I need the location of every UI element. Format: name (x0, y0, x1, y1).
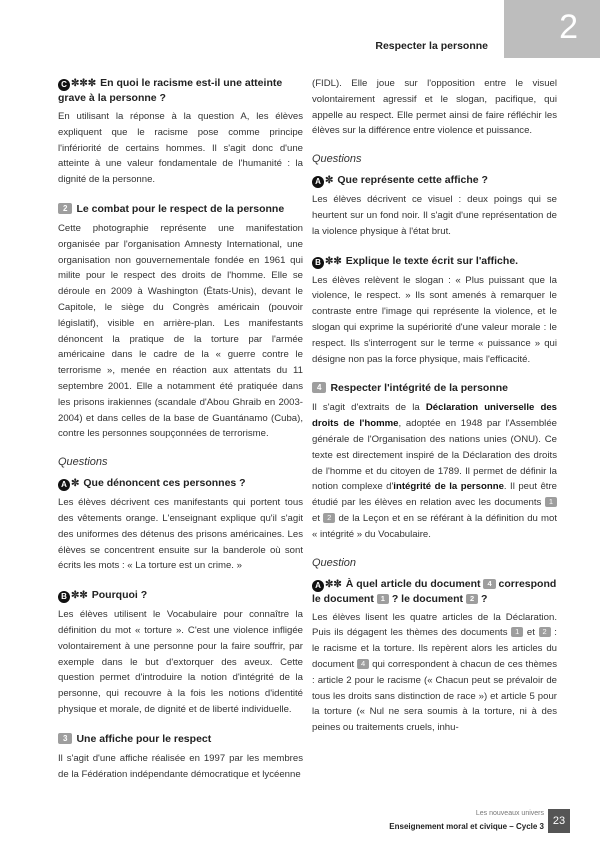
letter-c-icon: C (58, 79, 70, 91)
doc-ref-badge: 2 (323, 513, 335, 523)
answer-b: Les élèves relèvent le slogan : « Plus puissant que la violence, le respect. » Ils sont amenés à remarquer le contraste entre l'image qui représente la violence, et le slogan qui exprime la supériorité d'une valeur morale : le respect. Ils s'interrogent sur le terme « puissance » qui désigne non pas la force physique, mais l'efficacité. (312, 274, 557, 365)
question-a-2: A ✼✼ À quel article du document 4 correspond le document 1 ? le document 2 ? (312, 577, 557, 605)
doc-ref-badge: 4 (357, 659, 369, 669)
section-3-heading: 3 Une affiche pour le respect (58, 732, 303, 746)
header-title: Respecter la personne (375, 40, 488, 52)
section-4-text: Il s'agit d'extraits de la Déclaration universelle des droits de l'homme, adoptée en 1948 par l'Assemblée générale de l'Organisation des nations unies (ONU). Ce texte est directement inspiré de la Déclaration des droits de l'homme et du citoyen de 1789. Il permet de définir la notion complexe d'intégrité de la personne. Il peut être étudié par les élèves en relation avec les documents 1 et 2 de la Leçon et en se référant à la définition du mot « intégrité » du Vocabulaire. (312, 402, 557, 540)
doc-ref-badge: 2 (539, 627, 551, 637)
section-3-text: Il s'agit d'une affiche réalisée en 1997 par les membres de la Fédération indépendante démocratique et lycéenne (58, 752, 303, 780)
question-a: A ✼ Que représente cette affiche ? (312, 173, 557, 188)
section-number-badge: 4 (312, 382, 326, 393)
question-a: A ✼ Que dénoncent ces personnes ? (58, 476, 303, 491)
section-number-badge: 2 (58, 203, 72, 214)
difficulty-stars-icon: ✼✼ (325, 578, 342, 590)
chapter-number: 2 (559, 8, 578, 46)
doc-ref-badge: 1 (545, 497, 557, 507)
question-b: B ✼✼ Explique le texte écrit sur l'affiche. (312, 254, 557, 269)
doc-ref-badge: 2 (466, 594, 478, 604)
right-column (312, 76, 557, 750)
footer-subtitle: Enseignement moral et civique – Cycle 3 (389, 822, 544, 831)
section-2-heading: 2 Le combat pour le respect de la personne (58, 202, 303, 216)
letter-b-icon: B (58, 591, 70, 603)
question-c: C ✼✼✼ En quoi le racisme est-il une atteinte grave à la personne ? (58, 77, 283, 104)
answer-a: Les élèves décrivent ce visuel : deux poings qui se heurtent sur un fond noir. Il s'agit d'une représentation de la violence physique à l'état brut. (312, 194, 557, 237)
page-header (0, 0, 600, 58)
answer-a-2: Les élèves lisent les quatre articles de la Déclaration. Puis ils dégagent les thèmes des documents 1 et 2 : le racisme et la torture. Ils repèrent alors les articles du document 4 qui correspondent à chacun de ces thèmes : article 2 pour le racisme (« Chacun peut se prévaloir de tous les droits sans distinction de race ») et article 5 pour la torture (« Nul ne sera soumis à la torture, ni à des peines ou traitements cruels, inhu- (312, 611, 557, 734)
difficulty-stars-icon: ✼✼ (71, 590, 88, 602)
answer-c: En utilisant la réponse à la question A, les élèves expliquent que le racisme pose comme principe l'infériorité de certains hommes. Il s'agit donc d'une atteinte à une valeur fondamentale de l'humanité : la dignité de la personne. (58, 111, 303, 186)
answer-b: Les élèves utilisent le Vocabulaire pour connaître la définition du mot « torture ». C'est une violence infligée volontairement à une personne pour la faire souffrir, par exemple dans le but d'extorquer des aveux. Cette question permet d'introduire la notion d'intégrité de la personne, qui recouvre à la fois les notions d'identité physique et morale, de dignité et de liberté individuelle. (58, 609, 303, 715)
doc-ref-badge: 1 (377, 594, 389, 604)
left-column (58, 76, 303, 796)
chapter-tab (504, 0, 600, 58)
letter-a-icon: A (312, 176, 324, 188)
page-number: 23 (548, 809, 570, 833)
doc-ref-badge: 1 (511, 627, 523, 637)
question-label: Question (312, 556, 357, 569)
doc-ref-badge: 4 (483, 579, 495, 589)
difficulty-stars-icon: ✼ (71, 478, 80, 490)
section-3-text-continued: (FIDL). Elle joue sur l'opposition entre le visuel volontairement agressif et le slogan, pacifique, qui appelle au respect. Elle permet ainsi de faire réfléchir les élèves sur la différence entre violence et puissance. (312, 78, 557, 137)
question-b: B ✼✼ Pourquoi ? (58, 588, 303, 603)
letter-a-icon: A (312, 580, 324, 592)
section-4-heading: 4 Respecter l'intégrité de la personne (312, 381, 557, 395)
letter-a-icon: A (58, 479, 70, 491)
questions-label: Questions (312, 153, 362, 166)
difficulty-stars-icon: ✼✼ (325, 255, 342, 267)
section-2-text: Cette photographie représente une manifestation organisée par l'organisation Amnesty International, une organisation non gouvernementale fondée en 1961 qui milite pour le respect des droits de l'homme. Elle se déroule en 2009 à Washington (États-Unis), devant le Capitole, le siège du Congrès américain (pouvoir législatif), visible en arrière-plan. Les manifestants dénoncent la pratique de la torture par l'armée américaine dans le cadre de la « guerre contre le terrorisme », menée en réaction aux attentats du 11 septembre 2001. Elle a notamment été pratiquée dans les prisons irakiennes (scandale d'Abou Ghraib en 2003-2004) et dans celles de la base de Guantánamo (Cuba), contre les personnes soupçonnées de terrorisme. (58, 222, 303, 440)
difficulty-stars-icon: ✼ (325, 175, 334, 187)
letter-b-icon: B (312, 257, 324, 269)
questions-label: Questions (58, 456, 108, 469)
difficulty-stars-icon: ✼✼✼ (71, 78, 97, 89)
footer-brand: Les nouveaux univers (475, 810, 544, 817)
answer-a: Les élèves décrivent ces manifestants qui portent tous des vêtements orange. L'enseignant explique qu'il s'agit des uniformes des détenus des prisons américaines. Les élèves se concentrent ensuite sur la banderole où sont écrits les mots : « La torture est un crime. » (58, 497, 303, 572)
section-number-badge: 3 (58, 733, 72, 744)
